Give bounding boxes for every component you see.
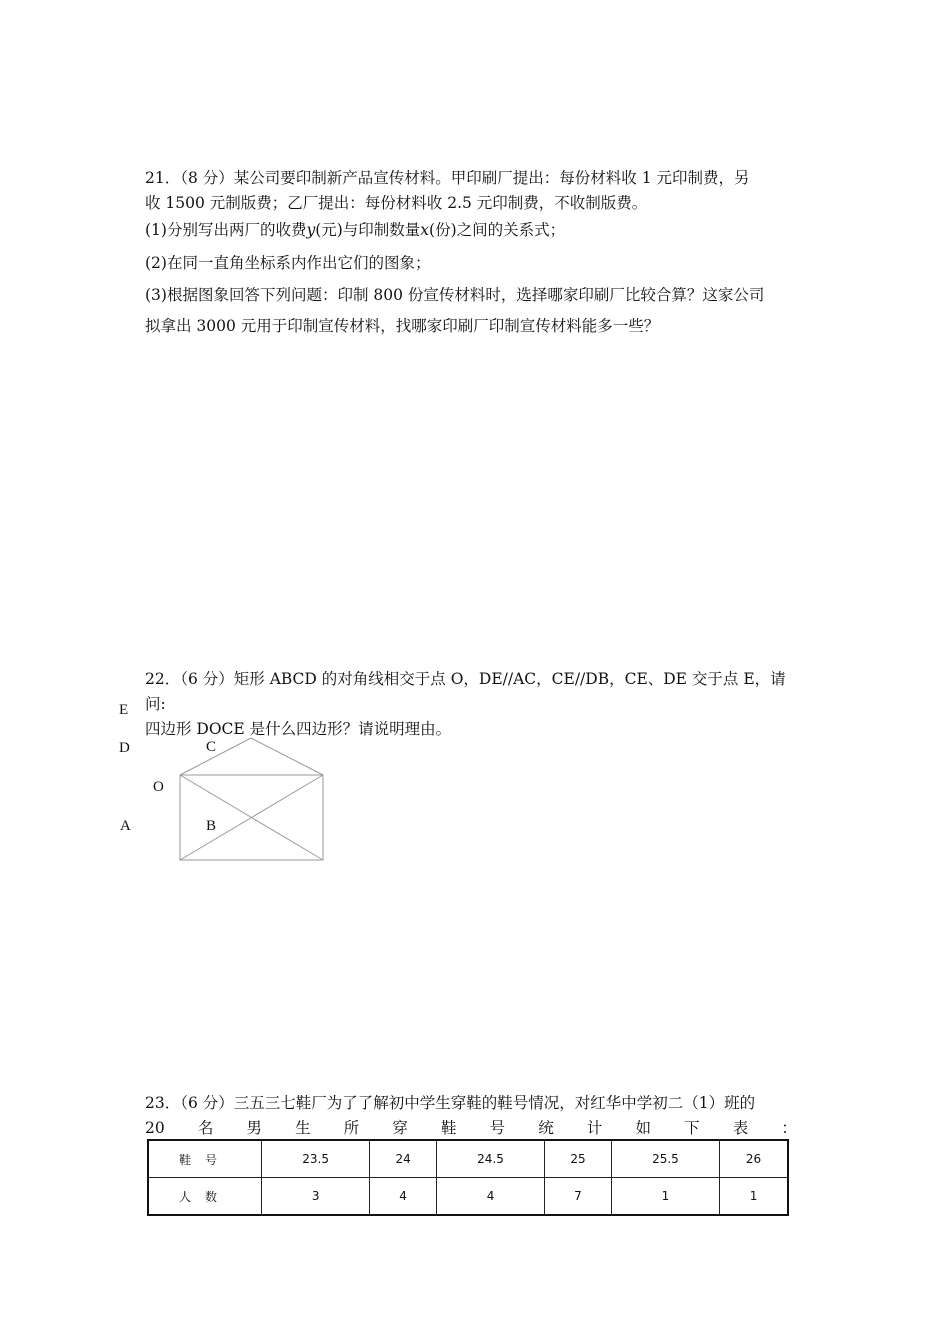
- label-a: A: [120, 818, 131, 834]
- q22-line-3: 四边形 DOCE 是什么四边形？请说明理由。: [145, 720, 452, 738]
- q23-line-2: [145, 1118, 797, 1138]
- table-row: [148, 1178, 788, 1216]
- word: 所: [343, 1119, 360, 1137]
- shoe-size-table: [147, 1139, 789, 1216]
- word: 男: [246, 1119, 262, 1137]
- table-cell: 4: [370, 1178, 437, 1216]
- rectangle-figure: [176, 737, 328, 865]
- word: 统: [538, 1119, 554, 1137]
- word: 如: [635, 1119, 651, 1137]
- word: 下: [684, 1119, 700, 1137]
- segment-de: [180, 738, 251, 775]
- table-header-size: 鞋号: [148, 1140, 262, 1178]
- label-o: O: [153, 779, 164, 795]
- table-cell: 24.5: [436, 1140, 544, 1178]
- q21-part-3b: 拟拿出 3000 元用于印制宣传材料，找哪家印刷厂印制宣传材料能多一些？: [145, 317, 660, 335]
- table-header-count: 人数: [148, 1178, 262, 1216]
- table-cell: 1: [720, 1178, 788, 1216]
- label-e: E: [119, 702, 129, 718]
- table-row: [148, 1140, 788, 1178]
- q22-line-2: 问:: [145, 695, 166, 713]
- table-cell: 7: [545, 1178, 612, 1216]
- q22-line-1: 22．（6 分）矩形 ABCD 的对角线相交于点 O，DE//AC，CE//DB，CE、DE 交于点 E，请: [145, 670, 786, 688]
- table-cell: 25.5: [611, 1140, 719, 1178]
- table-cell: 24: [370, 1140, 437, 1178]
- label-b: B: [206, 818, 217, 834]
- word: 计: [586, 1119, 603, 1137]
- word: 穿: [392, 1119, 408, 1137]
- q21-part-1: (1)分别写出两厂的收费𝑦(元)与印制数量𝑥(份)之间的关系式；: [145, 221, 566, 239]
- label-d: D: [119, 740, 130, 756]
- word: 号: [489, 1119, 506, 1137]
- word: 表: [732, 1119, 749, 1137]
- q21-line-1: 21．（8 分）某公司要印制新产品宣传材料。甲印刷厂提出：每份材料收 1 元印制费，另: [145, 169, 750, 187]
- word: 名: [197, 1119, 214, 1137]
- label-c: C: [206, 739, 217, 755]
- table-cell: 25: [545, 1140, 612, 1178]
- table-cell: 3: [262, 1178, 370, 1216]
- q21-part-2: (2)在同一直角坐标系内作出它们的图象；: [145, 254, 431, 272]
- q23-line-1: 23．（6 分）三五三七鞋厂为了了解初中学生穿鞋的鞋号情况，对红华中学初二（1）班的: [145, 1094, 756, 1112]
- q21-line-2: 收 1500 元制版费；乙厂提出：每份材料收 2.5 元印制费，不收制版费。: [145, 194, 648, 212]
- table-cell: 26: [720, 1140, 788, 1178]
- table-cell: 1: [611, 1178, 719, 1216]
- word: ：: [781, 1119, 797, 1137]
- segment-ce: [251, 738, 323, 775]
- word: 生: [295, 1119, 311, 1137]
- q21-part-3a: (3)根据图象回答下列问题：印制 800 份宣传材料时，选择哪家印刷厂比较合算？这家公司: [145, 286, 765, 304]
- table-cell: 23.5: [262, 1140, 370, 1178]
- word: 20: [145, 1119, 165, 1137]
- word: 鞋: [440, 1119, 457, 1137]
- table-cell: 4: [436, 1178, 544, 1216]
